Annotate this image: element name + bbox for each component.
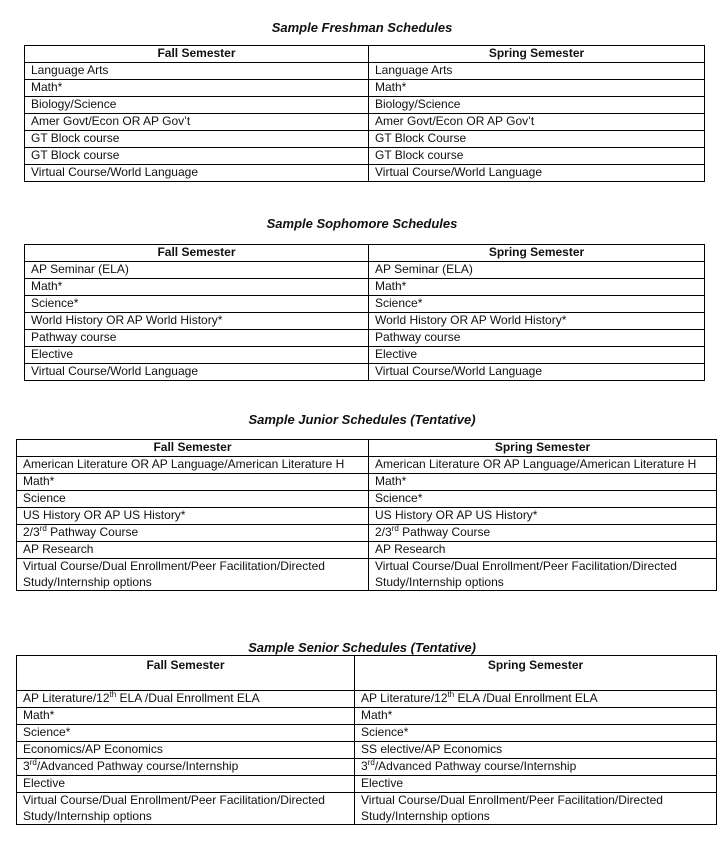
fall-course-cell: 3rd/Advanced Pathway course/Internship — [17, 759, 355, 776]
spring-course-cell: Amer Govt/Econ OR AP Gov’t — [369, 114, 705, 131]
fall-semester-header: Fall Semester — [25, 46, 369, 63]
table-row — [17, 474, 717, 491]
spring-semester-header: Spring Semester — [369, 46, 705, 63]
spring-course-cell: 2/3rd Pathway Course — [369, 525, 717, 542]
fall-course-cell: Math* — [25, 80, 369, 97]
fall-course-cell: Virtual Course/Dual Enrollment/Peer Facilitation/Directed Study/Internship options — [17, 559, 369, 591]
table-header-row — [17, 440, 717, 457]
table-row — [17, 793, 717, 825]
spring-course-cell: AP Research — [369, 542, 717, 559]
senior-schedule-table — [16, 655, 717, 825]
table-row — [17, 759, 717, 776]
spring-course-cell: Pathway course — [369, 330, 705, 347]
spring-course-cell: Elective — [369, 347, 705, 364]
table-row — [25, 97, 705, 114]
table-row — [25, 114, 705, 131]
table-row — [25, 80, 705, 97]
spring-semester-header: Spring Semester — [355, 656, 717, 691]
spring-course-cell: Science* — [369, 296, 705, 313]
spring-course-cell: Virtual Course/Dual Enrollment/Peer Facilitation/Directed Study/Internship options — [355, 793, 717, 825]
table-row — [17, 457, 717, 474]
spring-course-cell: Biology/Science — [369, 97, 705, 114]
table-header-row — [25, 46, 705, 63]
table-row — [17, 725, 717, 742]
fall-course-cell: GT Block course — [25, 148, 369, 165]
fall-course-cell: Virtual Course/Dual Enrollment/Peer Facilitation/Directed Study/Internship options — [17, 793, 355, 825]
fall-course-cell: Math* — [25, 279, 369, 296]
table-row — [17, 691, 717, 708]
spring-course-cell: Elective — [355, 776, 717, 793]
fall-semester-header: Fall Semester — [17, 656, 355, 691]
table-row — [25, 165, 705, 182]
spring-course-cell: Science* — [355, 725, 717, 742]
spring-course-cell: Language Arts — [369, 63, 705, 80]
spring-course-cell: Math* — [369, 279, 705, 296]
table-header-row — [25, 245, 705, 262]
table-row — [25, 131, 705, 148]
fall-course-cell: Economics/AP Economics — [17, 742, 355, 759]
table-row — [17, 708, 717, 725]
table-row — [17, 525, 717, 542]
fall-course-cell: Virtual Course/World Language — [25, 364, 369, 381]
junior-schedule-table — [16, 439, 717, 591]
fall-course-cell: Elective — [25, 347, 369, 364]
spring-course-cell: American Literature OR AP Language/American Literature H — [369, 457, 717, 474]
spring-course-cell: Math* — [369, 474, 717, 491]
table-row — [17, 491, 717, 508]
fall-course-cell: Science* — [17, 725, 355, 742]
table-row — [25, 347, 705, 364]
spring-course-cell: World History OR AP World History* — [369, 313, 705, 330]
spring-course-cell: Virtual Course/World Language — [369, 364, 705, 381]
fall-course-cell: Amer Govt/Econ OR AP Gov’t — [25, 114, 369, 131]
table-row — [17, 742, 717, 759]
fall-course-cell: AP Research — [17, 542, 369, 559]
junior-title: Sample Junior Schedules (Tentative) — [248, 412, 476, 427]
spring-course-cell: US History OR AP US History* — [369, 508, 717, 525]
fall-course-cell: 2/3rd Pathway Course — [17, 525, 369, 542]
table-row — [25, 279, 705, 296]
fall-semester-header: Fall Semester — [25, 245, 369, 262]
table-row — [17, 559, 717, 591]
spring-course-cell: AP Seminar (ELA) — [369, 262, 705, 279]
table-row — [25, 364, 705, 381]
table-row — [25, 63, 705, 80]
table-header-row — [17, 656, 717, 691]
fall-course-cell: World History OR AP World History* — [25, 313, 369, 330]
senior-title: Sample Senior Schedules (Tentative) — [248, 640, 476, 655]
spring-course-cell: Math* — [369, 80, 705, 97]
spring-course-cell: Math* — [355, 708, 717, 725]
freshman-schedule-table — [24, 45, 705, 182]
fall-course-cell: Science — [17, 491, 369, 508]
fall-course-cell: American Literature OR AP Language/American Literature H — [17, 457, 369, 474]
spring-course-cell: AP Literature/12th ELA /Dual Enrollment ELA — [355, 691, 717, 708]
fall-course-cell: Biology/Science — [25, 97, 369, 114]
table-row — [25, 313, 705, 330]
fall-course-cell: AP Literature/12th ELA /Dual Enrollment ELA — [17, 691, 355, 708]
table-row — [25, 262, 705, 279]
table-row — [17, 776, 717, 793]
spring-course-cell: SS elective/AP Economics — [355, 742, 717, 759]
fall-course-cell: GT Block course — [25, 131, 369, 148]
fall-course-cell: Virtual Course/World Language — [25, 165, 369, 182]
spring-semester-header: Spring Semester — [369, 245, 705, 262]
spring-course-cell: GT Block course — [369, 148, 705, 165]
table-row — [17, 542, 717, 559]
fall-course-cell: AP Seminar (ELA) — [25, 262, 369, 279]
spring-course-cell: Science* — [369, 491, 717, 508]
spring-course-cell: Virtual Course/World Language — [369, 165, 705, 182]
freshman-title: Sample Freshman Schedules — [271, 20, 453, 35]
sophomore-title: Sample Sophomore Schedules — [266, 216, 458, 231]
spring-course-cell: 3rd/Advanced Pathway course/Internship — [355, 759, 717, 776]
fall-course-cell: Elective — [17, 776, 355, 793]
spring-course-cell: Virtual Course/Dual Enrollment/Peer Facilitation/Directed Study/Internship options — [369, 559, 717, 591]
table-row — [25, 148, 705, 165]
spring-semester-header: Spring Semester — [369, 440, 717, 457]
sophomore-schedule-table — [24, 244, 705, 381]
fall-semester-header: Fall Semester — [17, 440, 369, 457]
fall-course-cell: Pathway course — [25, 330, 369, 347]
fall-course-cell: Science* — [25, 296, 369, 313]
table-row — [25, 330, 705, 347]
fall-course-cell: Language Arts — [25, 63, 369, 80]
spring-course-cell: GT Block Course — [369, 131, 705, 148]
fall-course-cell: US History OR AP US History* — [17, 508, 369, 525]
table-row — [25, 296, 705, 313]
fall-course-cell: Math* — [17, 474, 369, 491]
fall-course-cell: Math* — [17, 708, 355, 725]
table-row — [17, 508, 717, 525]
